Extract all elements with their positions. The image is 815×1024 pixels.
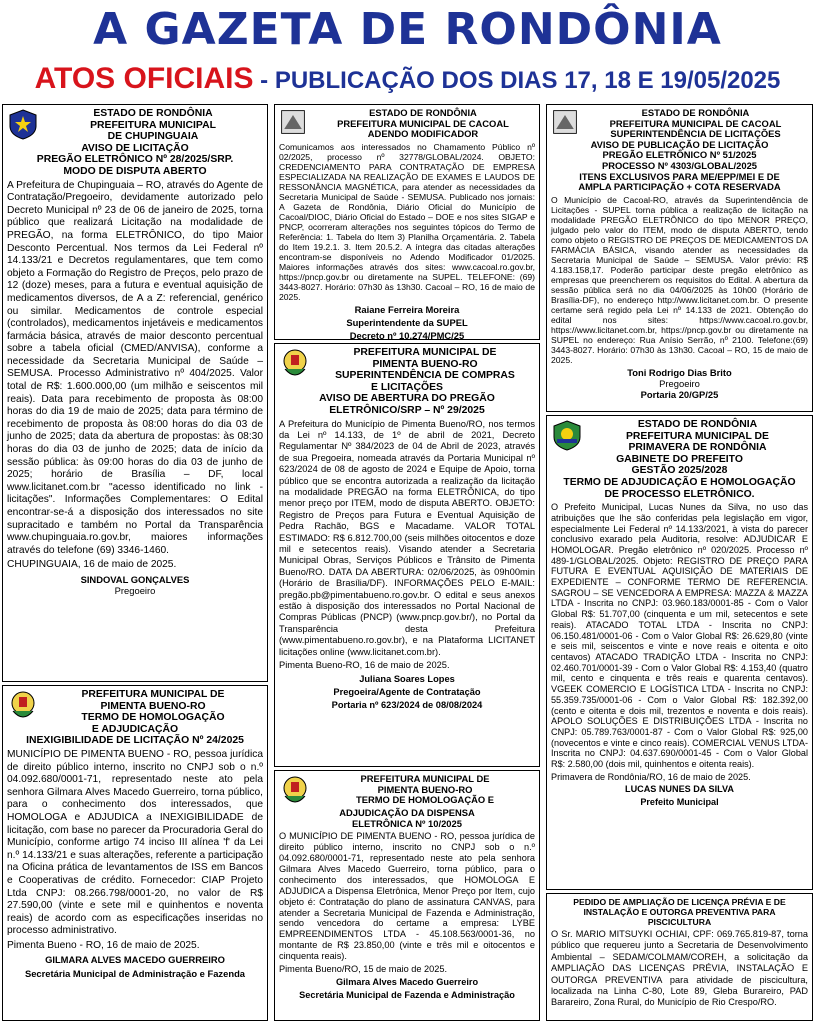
notice-header-line: PREFEITURA MUNICIPAL [90, 119, 216, 131]
pimenta-bueno-seal-icon [279, 347, 311, 379]
notice-body: O Sr. MARIO MITSUYKI OCHIAI, CPF: 069.765.819-87, torna público que requereu junto a Secretaria de Desenvolvimento Ambiental – SEDAM/COLMAM/COREH, a solicitação da AMPLIAÇÃO DAS LICENÇAS PRÉVIA, INSTALAÇÃO E OUTORGA PREVENTIVA para atividade de piscicultura, localizada na Linha C-80, Lote 89, Gleba Burareiro, PAD Barareiro, Zona Rural, do Município de Rio Crespo/RO. [551, 929, 808, 1008]
notice-decree: Portaria nº 623/2024 de 08/08/2024 [331, 700, 483, 711]
notice-header-line: GABINETE DO PREFEITO [616, 453, 743, 465]
notice-body: A Prefeitura de Chupinguaia – RO, através do Agente de Contratação/Pregoeiro, devidamente autorizado pelo Decreto Municipal nº 23 de 06 de janeiro de 2025, torna público que realizará Licitação na modalidade de PREGÃO, na forma ELETRÔNICO, do tipo Maior Desconto Percentual. Nos termos da Lei Federal nº 14.133/21 e Decretos regulamentares, que tem como objeto a Formação do Registro de Preços, pelo prazo de 12 (doze) meses, para a futura e eventual aquisição de medicamentos diversos, de A a Z: referencial, genérico ou similar. Medicamentos de controle especial (controlados), medicamentos injetáveis e medicamentos farmácia básica, através de maior desconto percentual sobre a tabela oficial (CMED/ANVISA), conforme a necessidade da Secretaria Municipal de Saúde – SEMUSA. Processo Administrativo nº 404/2025. Valor total de R$: 1.600.000,00 (um milhão e seiscentos mil reais). Data para recebimento de proposta às 08:00 horas do dia 19 de maio de 2025; data para término de recebimento de proposta às 08:00 horas do dia 03 de junho de 2025; data da abertura de propostas: às 08:30 horas do dia 03 de junho de 2025; data de início da sessão pública: às 09:00 horas do dia 03 de junho de 2025; horário de Brasília – DF, local www.licitanet.com.br "acesso identificado no link - licitações". Informações Complementares: O Edital encontrar-se-á a disposição dos interessados no site supracitado e também no Portal da Transparência www.chupinguaia.ro.gov.br, maiores informações através do telefone (69) 3346-1460. [7, 179, 263, 556]
notice-decree: Portaria 20/GP/25 [640, 388, 719, 400]
chupinguaia-seal-icon [7, 108, 39, 140]
notice-header-line: AMPLA PARTICIPAÇÃO + COTA RESERVADA [578, 181, 781, 193]
notice-header-line: PREFEITURA MUNICIPAL DE CACOAL [609, 117, 782, 129]
notice-header-line: PREFEITURA MUNICIPAL DE [353, 347, 497, 358]
notice-body: O Município de Cacoal-RO, através da Superintendência de Licitações - SUPEL torna pública a realização de licitação na modalidade PREGÃO ELETRÔNICO do tipo MENOR PREÇO, julgado pelo valor do ITEM, modo de disputa ABERTO, tendo como objeto o REGISTRO DE PREÇOS DE MEDICAMENTOS DA FARMÁCIA BÁSICA, visando atender as necessidades da Secretaria Municipal de Saúde – SEMUSA. Valor prévio: R$ 4.183.158,17. Poderão participar deste pregão eletrônico as empresas que preencherem os requisitos do Edital. A abertura da sessão pública será no dia 04/06/2025 às 10h00 (Horário de Brasília-DF), no endereço http://www.licitanet.com.br. O presente certame será regido pela Lei nº 14.133 de 2021. Obtenção do edital nos sites: https://www.cacoal.ro.gov.br, https://www.licitanet.com.br, https://pncp.gov.br ou diretamente na SUPEL no endereço: Rua Anísio Serrão, nº 2100. Telefone:(69) 3443-8027. Horário: 07h30 às 13h30. Cacoal – RO, 15 de maio de 2025. [551, 194, 808, 365]
notice-signer: Juliana Soares Lopes [359, 673, 455, 684]
cacoal-seal-icon [551, 108, 579, 136]
notice-signer: Gilmara Alves Macedo Guerreiro [335, 976, 479, 987]
notice-header-line: ADENDO MODIFICADOR [367, 128, 479, 140]
notice-signer-role: Pregoeira/Agente de Contratação [333, 686, 481, 697]
notice-pimenta-dispensa [274, 770, 540, 1021]
notice-header-line: PREFEITURA MUNICIPAL DE [360, 773, 490, 784]
notice-body: Comunicamos aos interessados no Chamamento Público nº 02/2025, processo nº 32778/GLOBAL/2024. OBJETO: CREDENCIAMENTO PARA CONTRATAÇÃO DE EMPRESA ESPECIALIZADA NA REALIZAÇÃO DE EXAMES E LAUDOS DE RESSONÂNCIA MAGNÉTICA, para atender as necessidades da Secretaria Municipal de Saúde - SEMUSA. Publicado nos jornais: A Gazeta de Rondônia, Diário Oficial do Município de Cacoal/DIOC, Diário Oficial do Estado – DOE e nos sites SIGAP e PNCP, ocorreram alterações nos seguintes tópicos do Termo de Referência: 1. Tabela do Item 3) Planilha Orçamentária. 2. Tabela do Item 19.2.1. 3. Item 20.5.2. A íntegra das citadas alterações encontram-se disponíveis no Adendo Modificador 01/2025. Maiores informações através dos sites: www.cacoal.ro.gov.br, https://pncp.gov.br ou diretamente na SUPEL. TELEFONE: (69) 3443-8027. Horário: 07h30 às 13h30. Cacoal – RO, 16 de maio de 2025. [279, 141, 535, 302]
notice-signer-role: Secretária Municipal de Fazenda e Administração [299, 989, 515, 1000]
notice-signer: Toni Rodrigo Dias Brito [627, 366, 732, 378]
notice-header-line: PEDIDO DE AMPLIAÇÃO DE LICENÇA PRÉVIA E DE [573, 897, 786, 907]
notice-header-line: DE CHUPINGUAIA [107, 131, 199, 143]
pimenta-bueno-seal-icon [7, 689, 39, 721]
notice-signer-role: Prefeito Municipal [640, 797, 719, 808]
notice-header-line: SUPERINTENDÊNCIA DE COMPRAS [335, 370, 515, 382]
notice-body: A Prefeitura do Município de Pimenta Bueno/RO, nos termos da Lei nº 14.133, de 1º de abril de 2021, Decreto Regulamentar Nº 384/2023 de 04 de Abril de 2023, através de sua Pregoeira, nomeada através da Portaria Municipal nº 623/2024 de 08 de agosto de 2024 e Equipe de Apoio, torna público que se encontra autorizada a realização da licitação na modalidade PREGÃO na forma ELETRÔNICA, do tipo menor preço por ITEM, modo de disputa ABERTO. OBJETO: Registro de Preços para Futura e Eventual Aquisição de Pedra Rachão, BGS e Macadame. VALOR TOTAL ESTIMADO: R$ 6.812.700,00 (seis milhões oitocentos e doze mil e setecentos reais). Visando atender a Secretaria Municipal Obras, Serviços Públicos e Trânsito de Pimenta Bueno/RO. DATA DA ABERTURA: 02/06/2025, às 09h00min (Horário de Brasília/DF). INFORMAÇÕES PELO E-MAIL: pregão.pb@pimentabueno.ro.gov.br. O edital e seus anexos estão à disposição dos interessados no Portal Nacional de Compras Públicas (PNCP) (www.pncp.gov.br/), no Portal da Transparência desta Prefeitura (www.pimentabueno.ro.gov.br), e na Plataforma LICITANET licitações online (www.licitanet.com.br). [279, 418, 535, 657]
notice-header-line: ESTADO DE RONDÔNIA [637, 419, 758, 430]
notice-header-line: MODO DE DISPUTA ABERTO [63, 165, 207, 177]
notice-header-line: AVISO DE PUBLICAÇÃO DE LICITAÇÃO [590, 138, 769, 150]
notice-header-line: PREFEITURA MUNICIPAL DE CACOAL [337, 117, 509, 129]
notice-header-line: PRIMAVERA DE RONDÔNIA [628, 442, 767, 454]
notice-header-line: E LICITAÇÕES [371, 381, 443, 393]
notice-header-line: ELETRÔNICO/SRP – Nº 29/2025 [329, 404, 485, 416]
notice-chupinguaia [2, 104, 268, 682]
notice-body: O Prefeito Municipal, Lucas Nunes da Silva, no uso das atribuições que lhe são conferidas pela legislação em vigor, especialmente Lei Federal nº 14.133/2021, à vista do parecer conclusivo exarado pela Auditoria, resolve: ADJUDICAR E HOMOLOGAR. Pregão eletrônico nº 020/2025. Processo nº 489-1/GLOBAL/2025. Objeto: REGISTRO DE PREÇO PARA FUTURA E EVENTUAL AQUISIÇÃO DE MATERIAIS DE EXPEDIENTE – CONFORME TERMO DE REFERENCIA. SAGROU – SE VENCEDORA A EMPRESA: MAZZA & MAZZA LTDA - Inscrita no CNPJ: 03.960.183/0001-85 - Com o Valor Global R$: 51.707,00 (cinquenta e um mil, setecentos e sete reais). ATACADO TOTAL LTDA - Inscrita no CNPJ: 06.150.481/0001-06 - Com o Valor Global R$: 26.629,80 (vinte e seis mil, seiscentos e vinte e nove reais e oitenta e oito centavos) ATACADO TRADIÇÃO LTDA - Inscrita no CNPJ: 02.460.701/0001-39 - Com o Valor Global R$: 4.153,40 (quatro mil, cento e cinquenta e três reais e quarenta centavos). VGEEK COMERCIO E LOGÍSTICA LTDA - Inscrita no CNPJ: 55.359.735/0001-06 - Com o Valor Global R$: 182.392,00 (cento e oitenta e dois mil, trezentos e noventa e dois reais). APOLO SOLUÇÕES E DISTRIBUIÇÕES LTDA - Inscrita no CNPJ: 05.789.763/0001-87 - Com o Valor Global R$: 925,00 (novecentos e vinte e cinco reais). COMERCIAL VENUS LTDA- Inscrita no CNPJ: 04.637.690/0001-45 - Com o Valor Global R$: 2.580,00 (dois mil, quinhentos e oitenta reais). [551, 502, 808, 770]
publication-dates: PUBLICAÇÃO DOS DIAS 17, 18 E 19/05/2025 [274, 67, 781, 94]
notice-place-date: CHUPINGUAIA, 16 de maio de 2025. [7, 559, 177, 571]
notice-pimenta-pregao [274, 343, 540, 767]
notice-cacoal-adendo [274, 104, 540, 340]
notice-header-line: ESTADO DE RONDÔNIA [93, 108, 213, 119]
masthead [0, 0, 815, 62]
section-dash: - [253, 67, 275, 94]
notice-signer-role: Secretária Municipal de Administração e Fazenda [24, 967, 246, 979]
notice-place-date: Primavera de Rondônia/RO, 16 de maio de 2025. [551, 771, 751, 782]
newspaper-title: A GAZETA DE RONDÔNIA [93, 4, 722, 55]
pimenta-bueno-seal-icon [279, 774, 311, 806]
notice-header-line: PREGÃO ELETRÔNICO Nº 51/2025 [602, 149, 757, 161]
notice-piscicultura [546, 893, 813, 1021]
notice-header-line: E ADJUDICAÇÃO [91, 723, 179, 735]
notice-header-line: PREGÃO ELETRÔNICO Nº 28/2025/SRP. [36, 154, 234, 166]
notice-header-line: ELETRÔNICA Nº 10/2025 [352, 817, 462, 829]
notice-header-line: ADJUDICAÇÃO DA DISPENSA [339, 807, 475, 818]
notice-signer: GILMARA ALVES MACEDO GUERREIRO [45, 954, 225, 966]
notice-header-line: ITENS EXCLUSIVOS PARA ME/EPP/MEI E DE [579, 170, 780, 182]
notice-header-line: PIMENTA BUENO-RO [100, 700, 206, 712]
notice-header-line: INEXIGIBILIDADE DE LICITAÇÃO Nº 24/2025 [26, 735, 244, 747]
notice-header-line: SUPERINTENDÊNCIA DE LICITAÇÕES [610, 128, 781, 140]
notice-primavera [546, 415, 813, 890]
section-header [0, 60, 815, 100]
notice-place-date: Pimenta Bueno/RO, 15 de maio de 2025. [279, 964, 448, 975]
notice-header-line: AVISO DE LICITAÇÃO [81, 142, 189, 154]
notice-body: MUNICÍPIO DE PIMENTA BUENO - RO, pessoa jurídica de direito público interno, inscrito no CNPJ sob o n.º 04.092.680/0001-71, representado neste ato pela senhora Gilmara Alves Macedo Guerreiro, torna público, para o conhecimento dos interessados, que HOMOLOGA e ADJUDICA a INEXIGIBILIDADE de licitação, com base no parecer da Procuradoria Geral do Município, conforme artigo 74 inciso III alínea 'f' da Lei n.º 14.133/21 e suas alterações, referente a participação na Oficina prática de levantamentos de ISS em Bancos e Cooperativas de crédito. Fornecedor: CIAP Projeto Ltda CNPJ: 08.266.798/0001-20, no valor de R$ 27.590,00 (vinte e sete mil e quinhentos e noventa reais) de acordo com as especificações inseridas no processo administrativo. [7, 748, 263, 937]
notice-header-line: PREFEITURA MUNICIPAL DE [81, 689, 225, 700]
cacoal-seal-icon [279, 108, 307, 136]
notice-header-line: DE PROCESSO ELETRÔNICO. [604, 488, 755, 500]
notice-decree: Decreto nº 10.274/PMC/25 [349, 329, 465, 340]
notice-place-date: Pimenta Bueno - RO, 16 de maio de 2025. [7, 939, 200, 951]
notice-header-line: PIMENTA BUENO-RO [372, 358, 478, 370]
notice-header-line: PIMENTA BUENO-RO [377, 783, 473, 795]
notice-signer: LUCAS NUNES DA SILVA [625, 784, 734, 795]
notice-header-line: TERMO DE HOMOLOGAÇÃO [81, 712, 225, 724]
section-title: ATOS OFICIAIS [34, 62, 254, 95]
notice-header-line: ESTADO DE RONDÔNIA [369, 107, 477, 118]
notice-signer-role: Pregoeiro [659, 377, 700, 389]
notice-header-line: GESTÃO 2025/2028 [631, 465, 728, 477]
notice-header-line: TERMO DE ADJUDICAÇÃO E HOMOLOGAÇÃO [563, 476, 796, 488]
notice-header-line: TERMO DE HOMOLOGAÇÃO E [355, 794, 495, 806]
notice-header-line: PREFEITURA MUNICIPAL DE [626, 430, 769, 442]
notice-header-line: AVISO DE ABERTURA DO PREGÃO [319, 393, 495, 405]
notice-header-line: ESTADO DE RONDÔNIA [641, 107, 750, 118]
primavera-seal-icon [551, 419, 583, 451]
notice-signer: SINDOVAL GONÇALVES [80, 573, 190, 585]
notice-cacoal-pregao [546, 104, 813, 412]
notice-header-line: PROCESSO Nº 4303/GLOBAL/2025 [601, 159, 758, 171]
notice-body: O MUNICÍPIO DE PIMENTA BUENO - RO, pessoa jurídica de direito público interno, inscrito no CNPJ sob o n.º 04.092.680/0001-71, representado neste ato pela senhora Gilmara Alves Macedo Guerreiro, torna público, para o conhecimento dos interessados, que HOMOLOGA E ADJUDICA a Dispensa Eletrônica, Menor Preço por Item, cujo objeto é: Contratação do plano de assinatura CANVAS, para atender a Secretaria Municipal de Fazenda e Administração, sendo vencedora do certame a empresa: LYBE EMPREENDIMENTOS LTDA - 45.108.563/0001-36, no montante de R$ 23.850,00 (vinte e três mil e oitocentos e cinquenta reais). [279, 831, 535, 962]
notice-signer-role: Pregoeiro [114, 585, 156, 597]
notice-signer: Raiane Ferreira Moreira [354, 303, 460, 315]
notice-place-date: Pimenta Bueno-RO, 16 de maio de 2025. [279, 660, 450, 671]
notice-header-line: INSTALAÇÃO E OUTORGA PREVENTIVA PARA PISCICULTURA [583, 907, 776, 927]
notice-pimenta-inexigibilidade [2, 685, 268, 1021]
notice-signer-role: Superintendente da SUPEL [346, 316, 468, 328]
